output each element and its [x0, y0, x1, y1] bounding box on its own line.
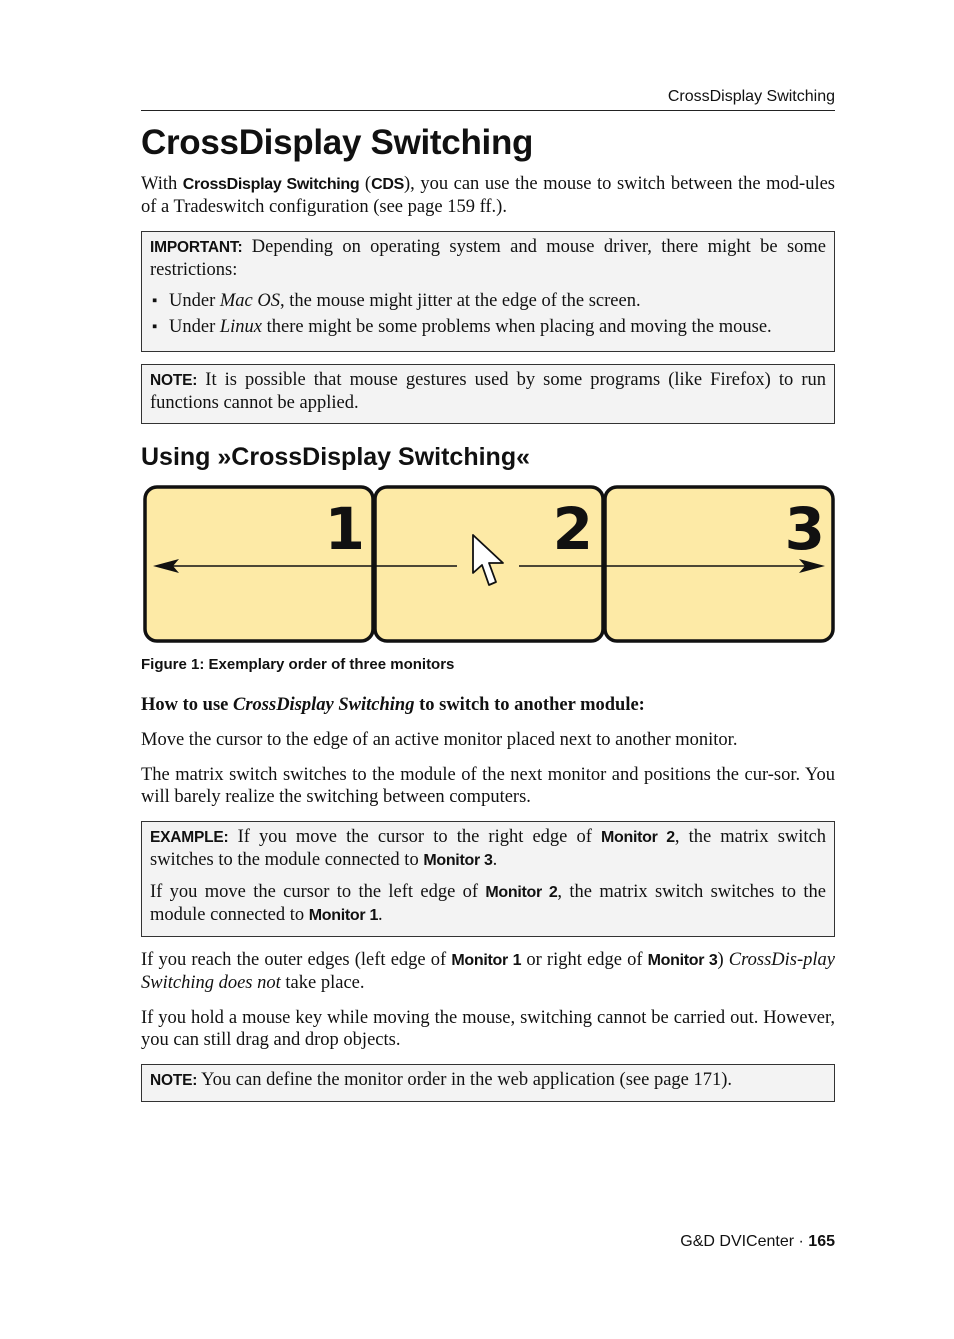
page-number: 165: [808, 1233, 835, 1250]
para-text: or right edge of: [521, 950, 648, 970]
para-text: If you reach the outer edges (left edge of: [141, 950, 452, 970]
list-item-text: Under: [169, 316, 220, 337]
example-box: [141, 821, 835, 937]
os-name: Linux: [219, 316, 262, 337]
howto-feature: CrossDisplay Switching: [233, 695, 415, 715]
intro-text-3: ), you can use the mouse to switch between the mod-ules of a Tradeswitch configuration (see page 159 ff.).: [141, 173, 835, 217]
note-body: It is possible that mouse gestures used by some programs (like Firefox) to run functions cannot be applied.: [150, 369, 826, 413]
howto-text: How to use: [141, 695, 233, 715]
paragraph-cursor-edge: Move the cursor to the edge of an active monitor placed next to another monitor.: [141, 730, 738, 750]
example-body: .: [378, 905, 383, 925]
howto-text: to switch to another module:: [414, 695, 645, 715]
example-body: .: [492, 850, 498, 870]
example-body: , the matrix switch switches to the module connected to: [150, 827, 826, 870]
running-header: CrossDisplay Switching: [141, 88, 835, 111]
monitor-number: 1: [324, 495, 363, 563]
list-item-text: , the mouse might jitter at the edge of the screen.: [279, 290, 641, 311]
list-item: [150, 316, 826, 338]
monitor-ref: Monitor 3: [423, 852, 493, 869]
restrictions-list: [150, 290, 826, 338]
monitor-order-figure: [141, 483, 835, 650]
example-label: EXAMPLE:: [150, 829, 229, 846]
list-item: [150, 290, 826, 312]
example-text-1: [150, 826, 826, 872]
monitor-ref: Monitor 2: [601, 829, 675, 846]
page-title: CrossDisplay Switching: [141, 123, 534, 162]
note-box-gestures: [141, 364, 835, 424]
paragraph-outer-edges: [141, 949, 835, 994]
important-label: IMPORTANT:: [150, 238, 243, 256]
monitor-ref: Monitor 1: [451, 952, 522, 969]
example-body: , the matrix switch switches to the module connected to: [150, 882, 826, 925]
note-text: [150, 369, 826, 414]
howto-heading: [141, 695, 835, 716]
paragraph-mouse-key: If you hold a mouse key while moving the mouse, switching cannot be carried out. However, you can still drag and drop objects.: [141, 1008, 835, 1050]
monitor-ref: Monitor 2: [485, 884, 558, 901]
note-box-monitor-order: [141, 1064, 835, 1102]
important-text: [150, 236, 826, 281]
note-body: You can define the monitor order in the web application (see page 171).: [197, 1070, 733, 1090]
note-label: NOTE:: [150, 371, 198, 389]
intro-abbreviation: CDS: [371, 175, 404, 193]
section-heading: Using »CrossDisplay Switching«: [141, 442, 530, 471]
example-text-2: [150, 881, 826, 927]
intro-paragraph: [141, 173, 835, 218]
monitor-number: 2: [552, 495, 593, 563]
list-item-text: there might be some problems when placing and moving the mouse.: [262, 316, 772, 337]
monitor-ref: Monitor 3: [647, 952, 718, 969]
page-content: [141, 124, 835, 1114]
page-footer: [680, 1233, 835, 1251]
os-name: Mac OS: [219, 290, 280, 311]
para-emphasis: CrossDis-play Switching does not: [141, 950, 836, 993]
footer-product: G&D DVICenter ·: [680, 1233, 809, 1250]
note-label: NOTE:: [150, 1072, 198, 1089]
important-box: [141, 231, 835, 352]
intro-text-1: With: [141, 173, 183, 194]
paragraph-matrix-switch: The matrix switch switches to the module of the next monitor and positions the cur-sor. You will barely realize the switching between computers.: [141, 765, 835, 807]
monitors-diagram: [141, 483, 835, 645]
monitor-number: 3: [784, 495, 825, 563]
para-text: ): [717, 950, 729, 970]
important-body: Depending on operating system and mouse driver, there might be some restrictions:: [150, 236, 826, 280]
para-text: take place.: [280, 973, 365, 993]
note-text: [150, 1069, 826, 1092]
monitor-ref: Monitor 1: [308, 907, 379, 924]
list-item-text: Under: [169, 290, 220, 311]
example-body: If you move the cursor to the left edge of: [150, 882, 486, 902]
intro-feature-name: CrossDisplay Switching: [182, 175, 360, 193]
intro-text-2: (: [359, 173, 372, 194]
figure-caption: Figure 1: Exemplary order of three monitors: [141, 656, 455, 673]
example-body: If you move the cursor to the right edge of: [228, 827, 602, 847]
